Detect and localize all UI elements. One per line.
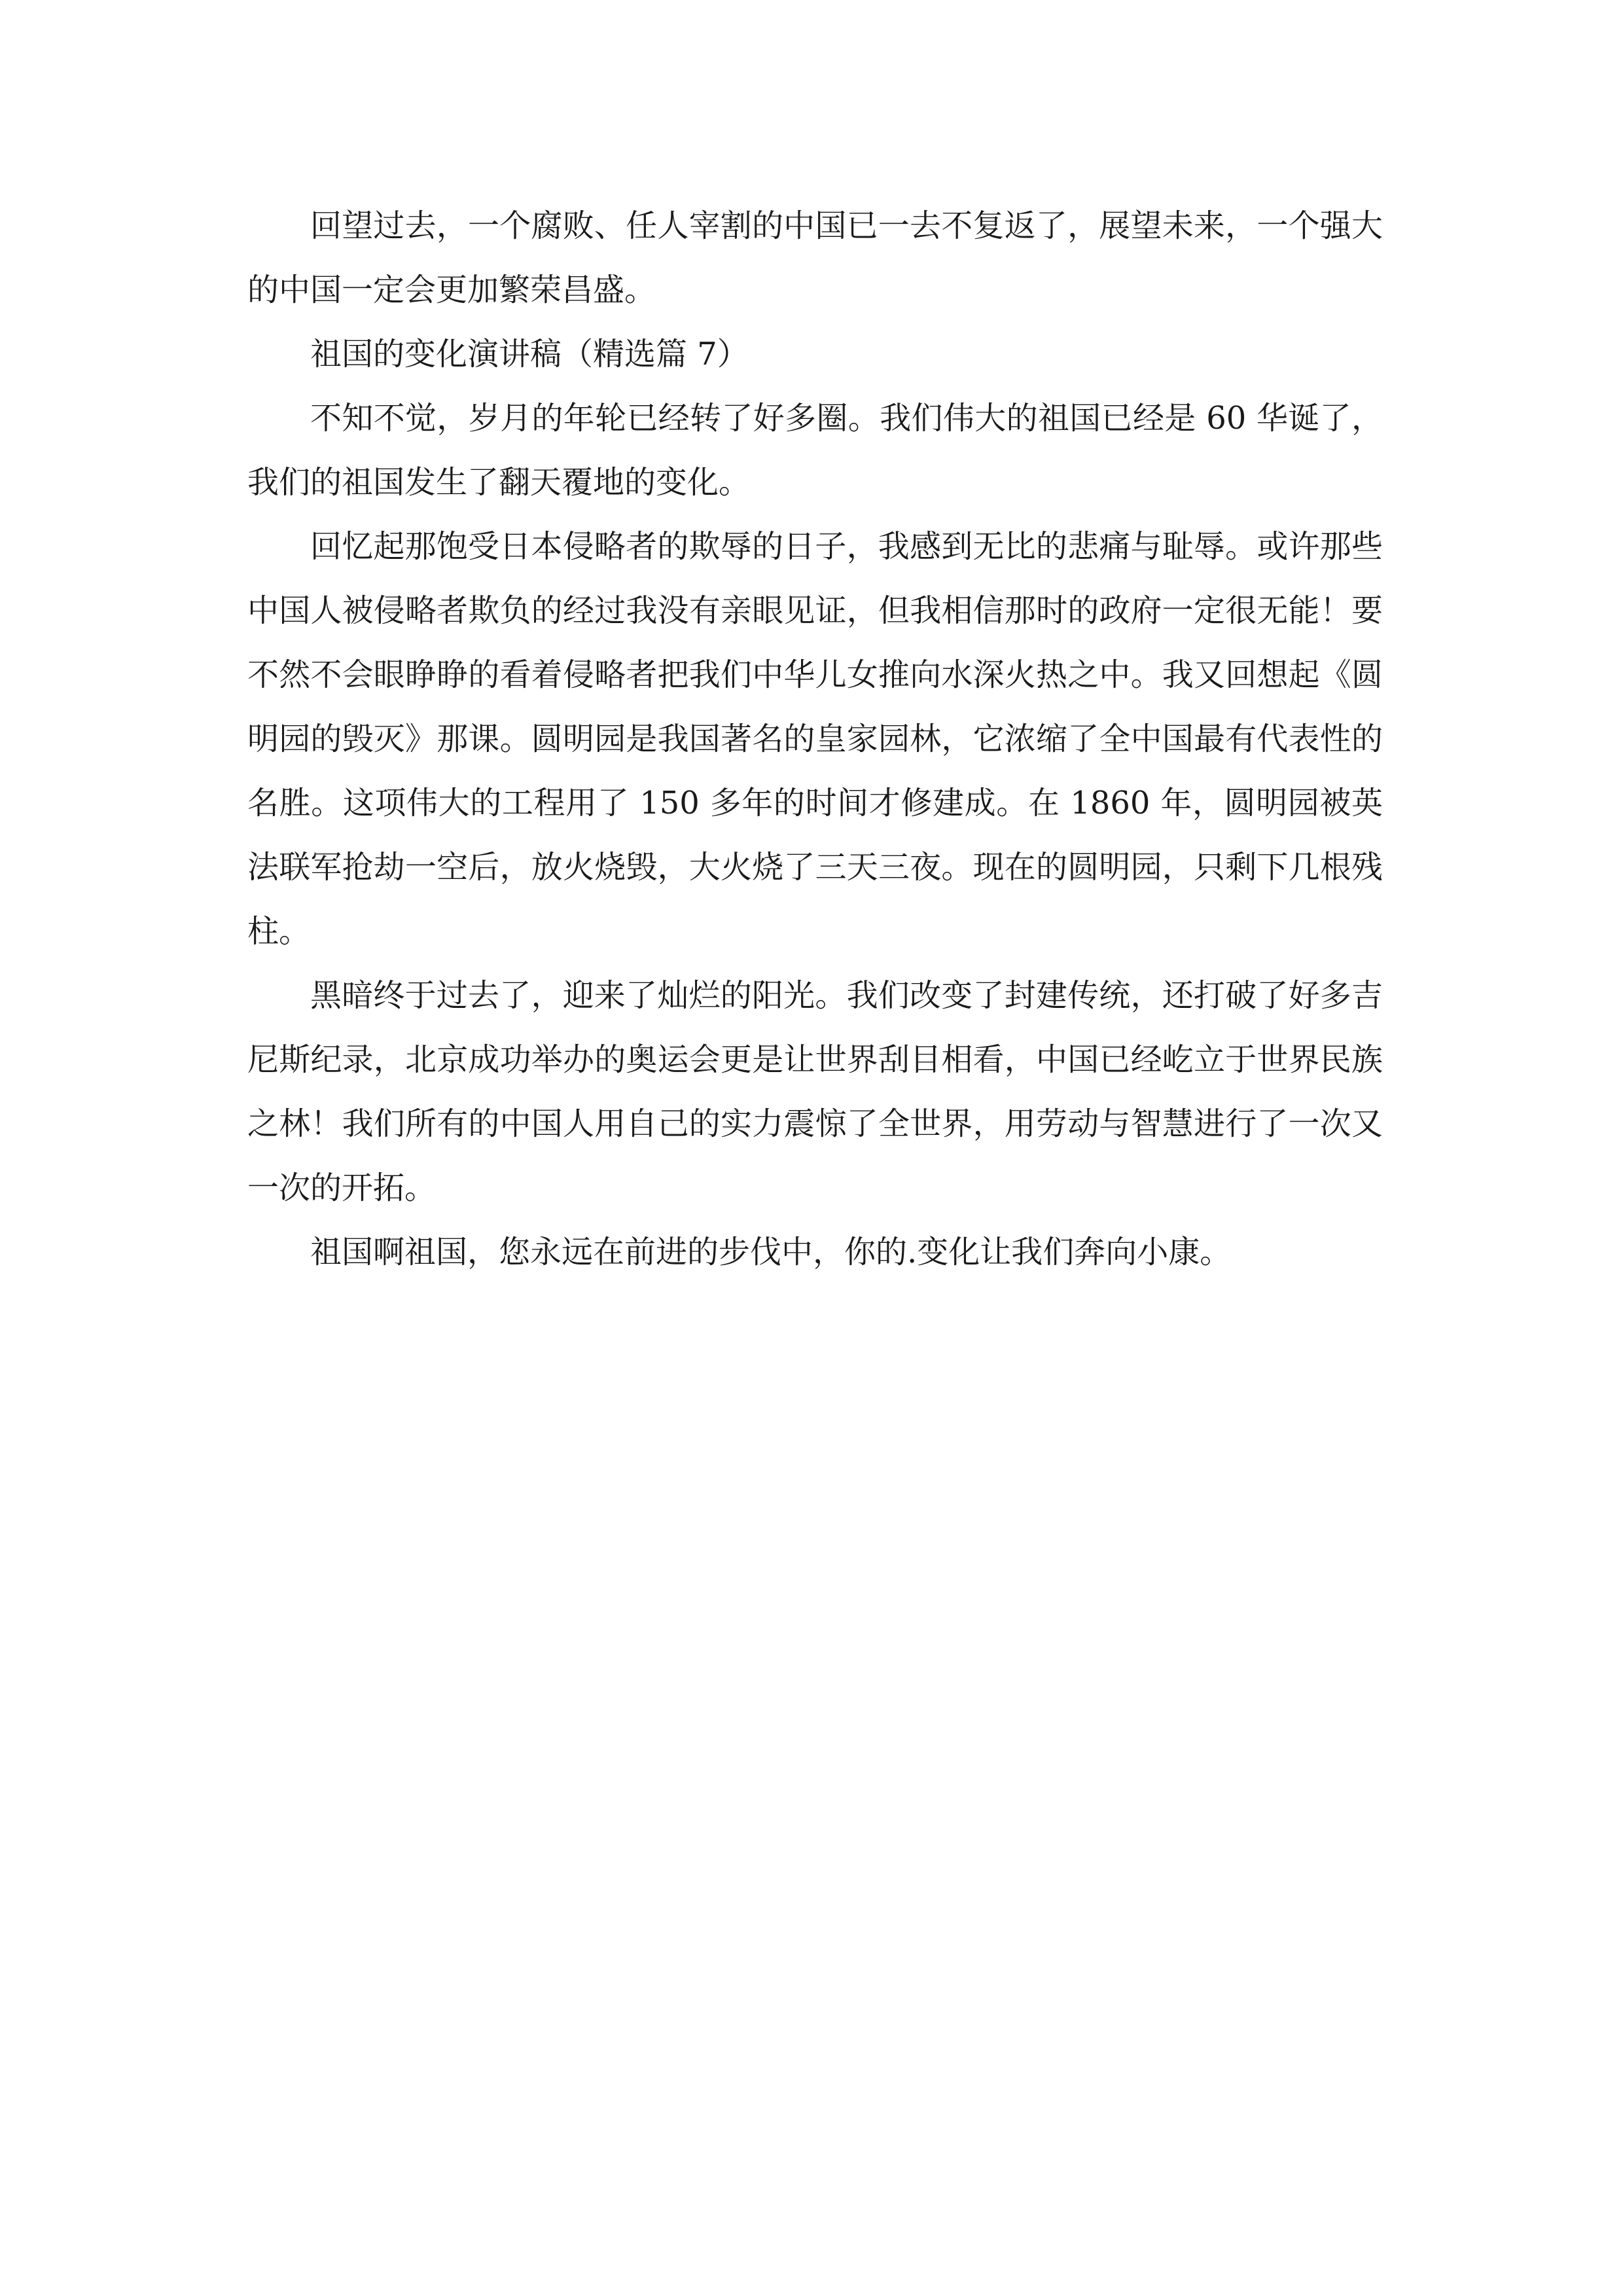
paragraph-history: 回忆起那饱受日本侵略者的欺辱的日子，我感到无比的悲痛与耻辱。或许那些中国人被侵略者欺负的经过我没有亲眼见证，但我相信那时的政府一定很无能！要不然不会眼睁睁的看着侵略者把我们中华儿女推向水深火热之中。我又回想起《圆明园的毁灭》那课。圆明园是我国著名的皇家园林，它浓缩了全中国最有代表性的名胜。这项伟大的工程用了 150 多年的时间才修建成。在 1860 年，圆明园被英法联军抢劫一空后，放火烧毁，大火烧了三天三夜。现在的圆明园，只剩下几根残柱。 [247,528,1383,950]
paragraph-progress: 黑暗终于过去了，迎来了灿烂的阳光。我们改变了封建传统，还打破了好多吉尼斯纪录，北京成功举办的奥运会更是让世界刮目相看，中国已经屹立于世界民族之林！我们所有的中国人用自己的实力震惊了全世界，用劳动与智慧进行了一次又一次的开拓。 [247,977,1383,1206]
paragraph-closing: 祖国啊祖国，您永远在前进的步伐中，你的.变化让我们奔向小康。 [310,1234,1232,1270]
section-heading: 祖国的变化演讲稿（精选篇 7） [310,336,749,372]
document-body [247,194,1383,1284]
paragraph-conclusion: 回望过去，一个腐败、任人宰割的中国已一去不复返了，展望未来，一个强大的中国一定会更加繁荣昌盛。 [247,207,1383,308]
paragraph-intro: 不知不觉，岁月的年轮已经转了好多圈。我们伟大的祖国已经是 60 华诞了，我们的祖国发生了翻天覆地的变化。 [247,400,1383,501]
